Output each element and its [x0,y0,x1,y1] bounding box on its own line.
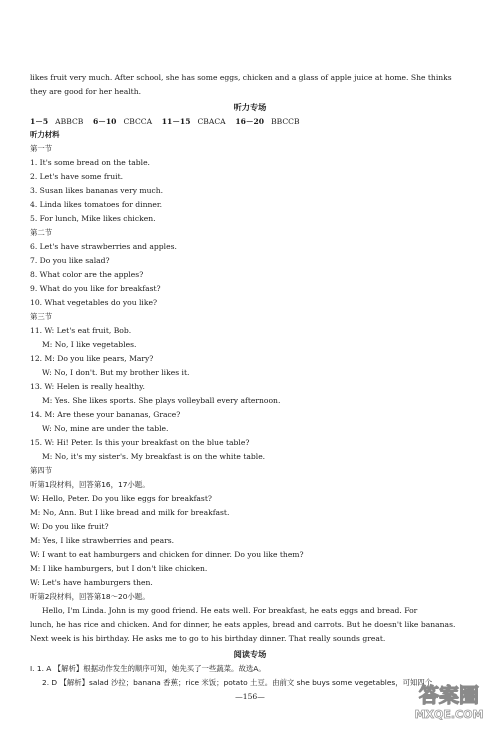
script-line: 15. W: Hi! Peter. Is this your breakfast on the blue table? [30,438,250,447]
section-title-reading: 阅读专场 [233,649,267,659]
script-line: 2. Let's have some fruit. [30,172,124,181]
script-line: 3. Susan likes bananas very much. [30,186,164,195]
answer-key: 1－5 ABBCB 6－10 CBCCA 11－15 CBACA 16－20 BBCCB [30,117,300,126]
dialog-line: M: I like hamburgers, but I don't like chicken. [30,564,208,573]
script-line: W: No, I don't. But my brother likes it. [42,368,190,377]
passage-line: Next week is his birthday. He asks me to go to his birthday dinner. That really sounds great. [30,634,386,643]
script-line: 10. What vegetables do you like? [30,298,158,307]
script-line: M: No, I like vegetables. [42,340,137,349]
script-line: 7. Do you like salad? [30,256,110,265]
body-text-line: they are good for her health. [30,87,142,96]
script-line: W: No, mine are under the table. [42,424,169,433]
script-line: 11. W: Let's eat fruit, Bob. [30,326,132,335]
svg-text:MXQE.COM: MXQE.COM [414,708,484,721]
reading-answer-line: 2. D 【解析】salad 沙拉；banana 香蕉；rice 米饭；potato 土豆。由前文 she buys some vegetables，可知四个 [42,678,433,687]
script-line: 8. What color are the apples? [30,270,144,279]
dialog-line: W: Let's have hamburgers then. [30,578,153,587]
passage-line: lunch, he has rice and chicken. And for dinner, he eats apples, bread and carrots. But he doesn't like bananas. [30,620,456,629]
dialog-line: M: No, Ann. But I like bread and milk for breakfast. [30,508,230,517]
material-label: 听力材料 [30,130,60,139]
part-label: 第三节 [30,312,53,321]
script-line: 12. M: Do you like pears, Mary? [30,354,154,363]
part-label: 第二节 [30,228,53,237]
part-label: 第四节 [30,466,53,475]
reading-answer-line: Ⅰ. 1. A 【解析】根据动作发生的顺序可知，她先买了一些蔬菜。故选A。 [30,664,266,673]
dialog-line: M: Yes, I like strawberries and pears. [30,536,175,545]
watermark-logo [408,680,490,724]
part-instruction: 听第2段材料，回答第18～20小题。 [30,592,150,601]
part-label: 第一节 [30,144,53,153]
script-line: M: No, it's my sister's. My breakfast is on the white table. [42,452,266,461]
dialog-line: W: I want to eat hamburgers and chicken for dinner. Do you like them? [30,550,304,559]
script-line: 13. W: Helen is really healthy. [30,382,145,391]
section-title-listening: 听力专场 [233,102,267,112]
script-line: 1. It's some bread on the table. [30,158,150,167]
passage-line: Hello, I'm Linda. John is my good friend. He eats well. For breakfast, he eats eggs and bread. For [42,606,418,615]
svg-text:答案圈: 答案圈 [419,683,479,707]
page-number: —156— [235,692,265,701]
script-line: 4. Linda likes tomatoes for dinner. [30,200,163,209]
script-line: 5. For lunch, Mike likes chicken. [30,214,156,223]
dialog-line: W: Do you like fruit? [30,522,109,531]
script-line: 6. Let's have strawberries and apples. [30,242,177,251]
script-line: 9. What do you like for breakfast? [30,284,161,293]
part-instruction: 听第1段材料，回答第16，17小题。 [30,480,150,489]
dialog-line: W: Hello, Peter. Do you like eggs for breakfast? [30,494,212,503]
script-line: 14. M: Are these your bananas, Grace? [30,410,181,419]
body-text-line: likes fruit very much. After school, she has some eggs, chicken and a glass of apple juice at home. She thinks [30,73,452,82]
script-line: M: Yes. She likes sports. She plays volleyball every afternoon. [42,396,281,405]
